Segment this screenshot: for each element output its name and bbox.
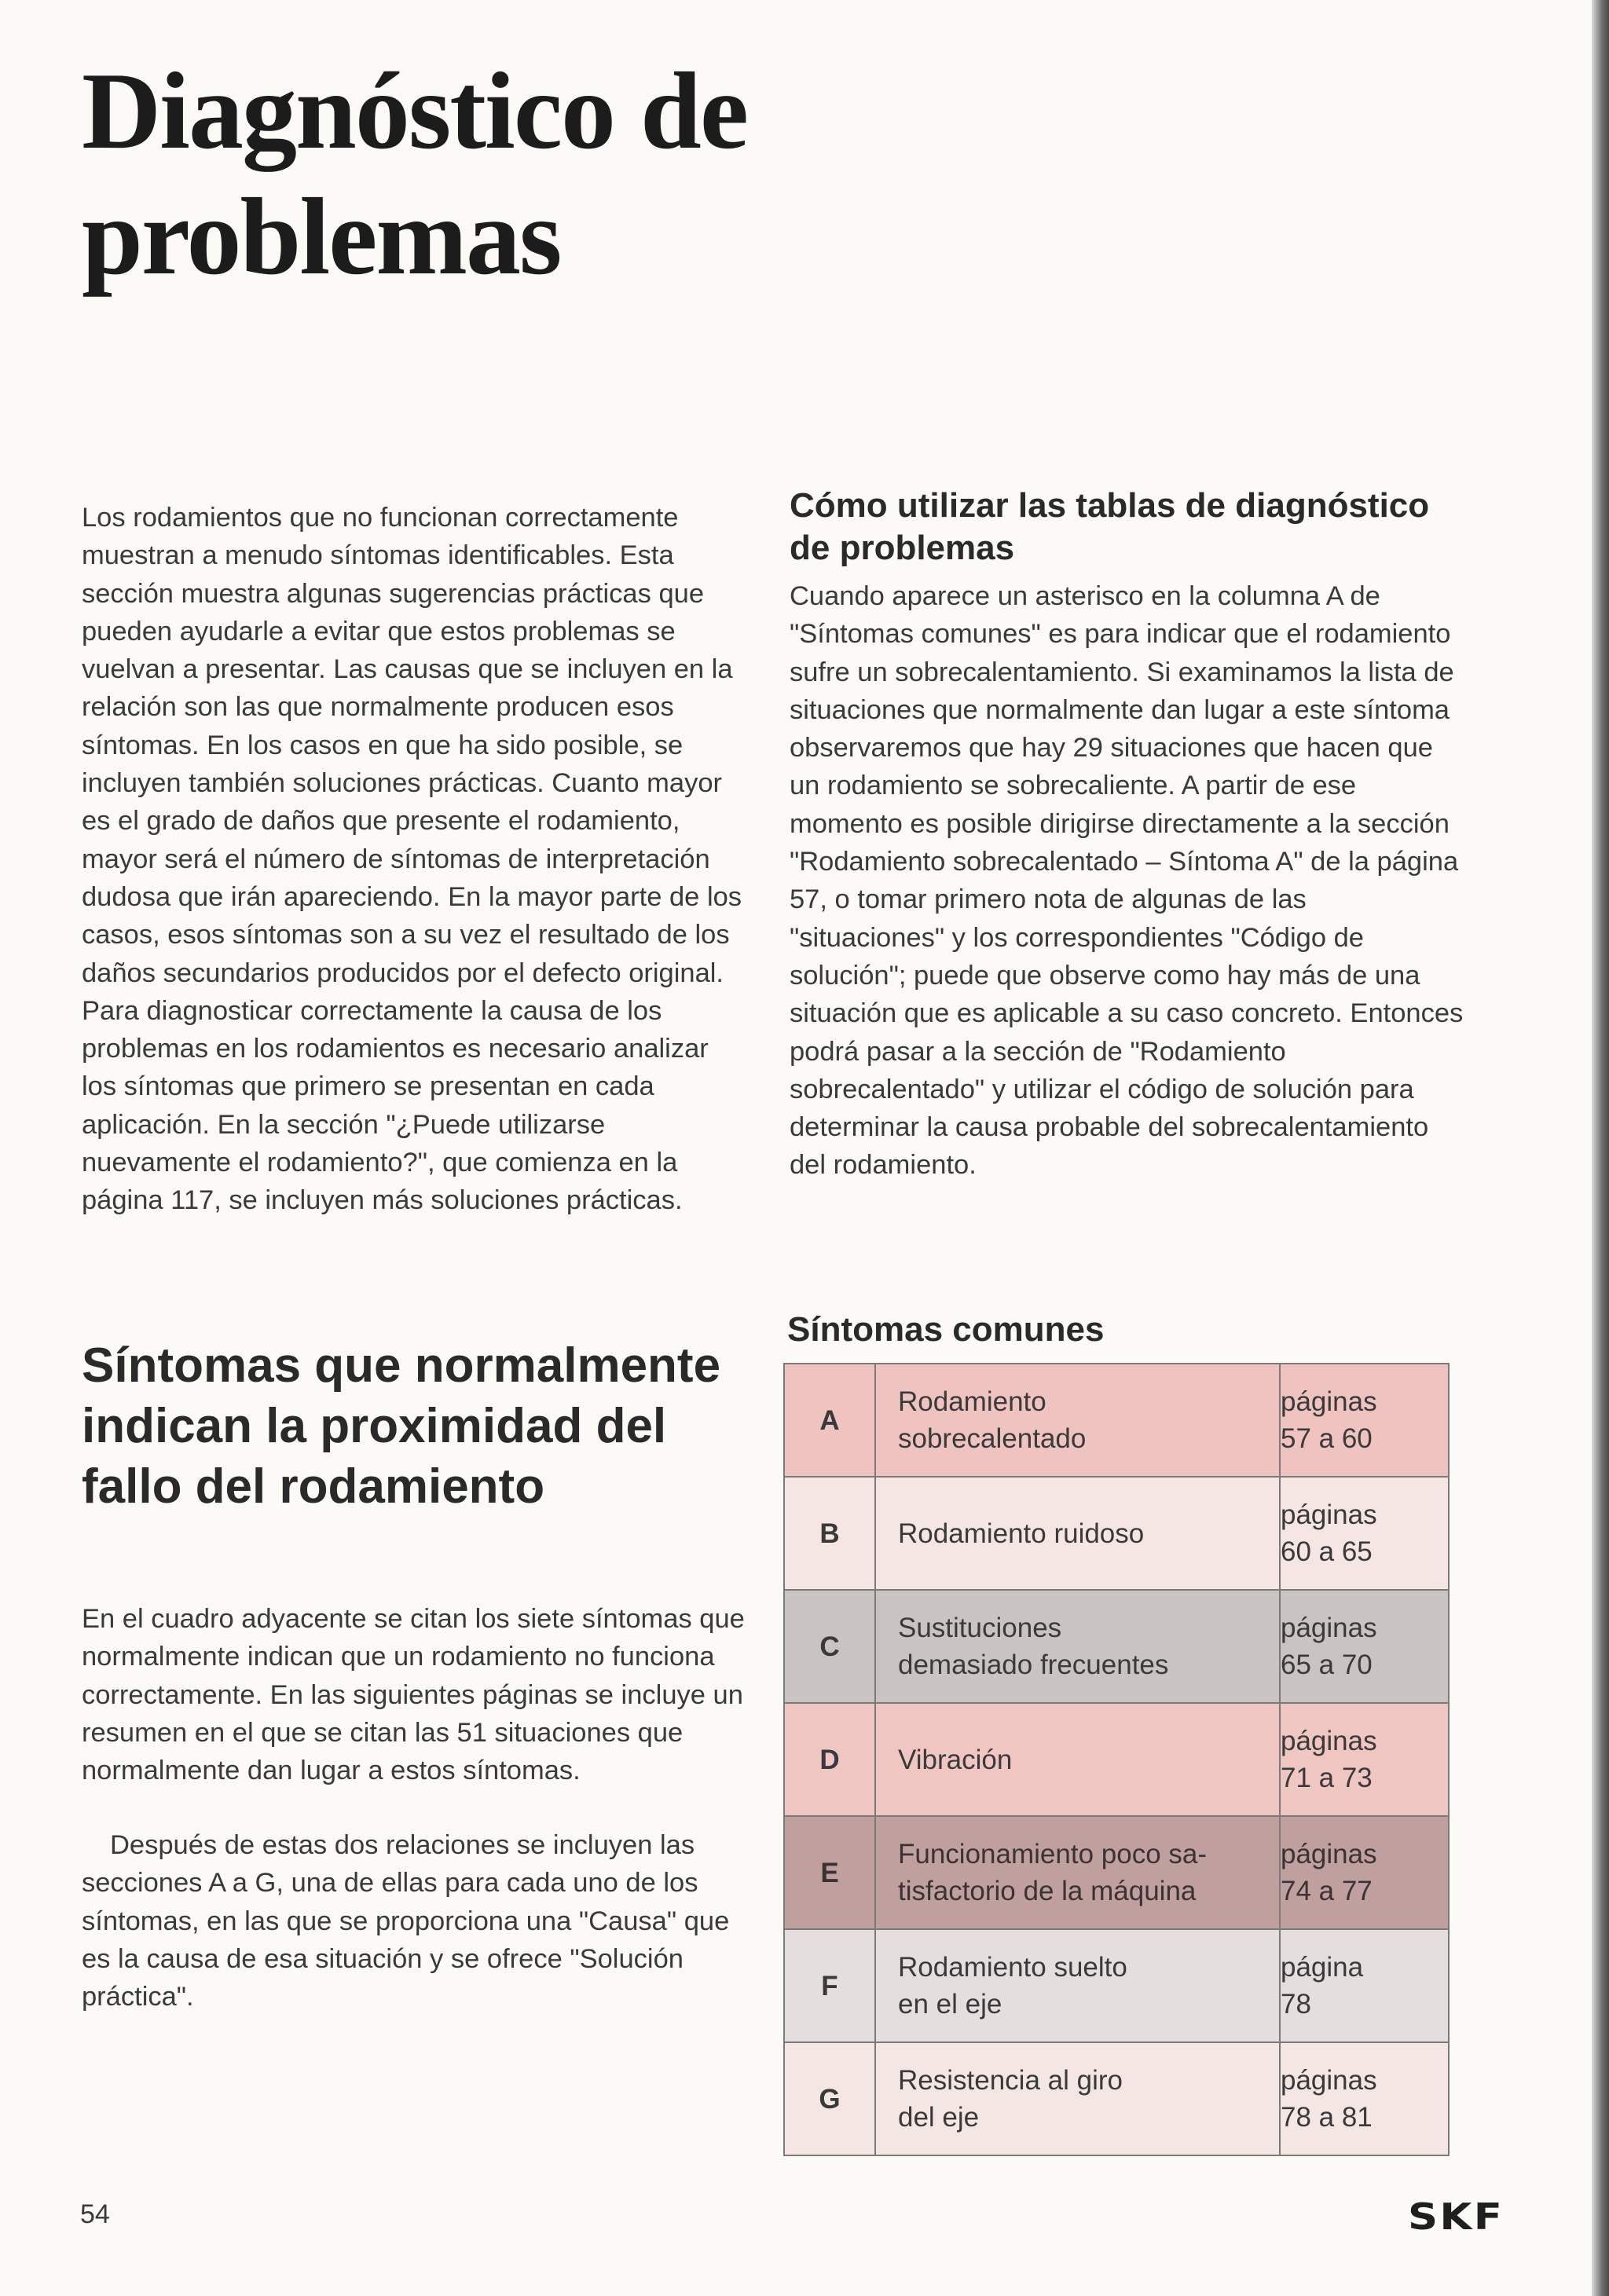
row-description-line: demasiado frecuentes xyxy=(898,1650,1169,1680)
row-description-line: Rodamiento suelto xyxy=(898,1952,1127,1983)
row-pages xyxy=(1280,1703,1449,1816)
row-letter: B xyxy=(784,1477,875,1590)
table-row xyxy=(784,1703,1449,1816)
page-title xyxy=(82,49,747,300)
row-pages-range: 65 a 70 xyxy=(1281,1650,1373,1680)
row-pages xyxy=(1280,1816,1449,1929)
howto-paragraph: Cuando aparece un asterisco en la columna A de "Síntomas comunes" es para indicar que el rodamiento sufre un sobrecalentamiento. Si examinamos la lista de situaciones que normalmente dan lugar a este síntoma observaremos que hay 29 situaciones que hacen que un rodamiento se sobrecaliente. A partir de ese momento es posible dirigirse directamente a la sección "Rodamiento sobrecalentado – Síntoma A" de la página 57, o tomar primero nota de algunas de las "situaciones" y los correspondientes "Código de solución"; puede que observe como hay más de una situación que es aplicable a su caso concreto. Entonces podrá pasar a la sección de "Rodamiento sobrecalentado" y utilizar el código de solución para determinar la causa probable del sobrecalentamiento del rodamiento. xyxy=(790,581,1464,1181)
row-description-line: tisfactorio de la máquina xyxy=(898,1876,1197,1906)
row-pages-range: 60 a 65 xyxy=(1281,1536,1373,1567)
table-row xyxy=(784,1477,1449,1590)
row-pages-range: 78 a 81 xyxy=(1281,2102,1373,2133)
row-description xyxy=(875,2042,1280,2155)
intro-paragraph: Los rodamientos que no funcionan correctamente muestran a menudo síntomas identificables. Esta sección muestra algunas sugerencias prácticas que pueden ayudarle a evitar que estos problemas se vuelvan a presentar. Las causas que se incluyen en la relación son las que normalmente producen esos síntomas. En los casos en que ha sido posible, se incluyen también soluciones prácticas. Cuanto mayor es el grado de daños que presente el rodamiento, mayor será el número de síntomas de interpretación dudosa que irán apareciendo. En la mayor parte de los casos, esos síntomas son a su vez el resultado de los daños secundarios producidos por el defecto original. Para diagnosticar correctamente la causa de los problemas en los rodamientos es necesario analizar los síntomas que primero se presentan en cada aplicación. En la sección "¿Puede utilizarse nuevamente el rodamiento?", que comienza en la página 117, se incluyen más soluciones prácticas. xyxy=(82,503,742,1216)
row-pages-range: 71 a 73 xyxy=(1281,1763,1373,1793)
row-description xyxy=(875,1816,1280,1929)
row-pages xyxy=(1280,1590,1449,1703)
table-row xyxy=(784,1590,1449,1703)
table-row xyxy=(784,2042,1449,2155)
row-pages-range: 78 xyxy=(1281,1989,1311,2020)
row-pages-label: páginas xyxy=(1281,1386,1377,1417)
row-letter: C xyxy=(784,1590,875,1703)
table-heading: Síntomas comunes xyxy=(787,1310,1105,1349)
page-edge-shadow xyxy=(1592,0,1609,2296)
row-pages xyxy=(1280,2042,1449,2155)
symptoms-heading: Síntomas que normalmente indican la proximidad del fallo del rodamiento xyxy=(82,1338,721,1514)
row-description xyxy=(875,1364,1280,1477)
row-letter: F xyxy=(784,1929,875,2042)
row-description xyxy=(875,1703,1280,1816)
row-description-line: del eje xyxy=(898,2102,980,2133)
row-description-line: Resistencia al giro xyxy=(898,2065,1123,2096)
row-description-line: Vibración xyxy=(898,1744,1013,1775)
row-pages-label: páginas xyxy=(1281,1613,1377,1643)
row-description-line: en el eje xyxy=(898,1989,1002,2020)
row-description-line: Sustituciones xyxy=(898,1613,1062,1643)
row-letter: A xyxy=(784,1364,875,1477)
row-description xyxy=(875,1929,1280,2042)
row-description xyxy=(875,1590,1280,1703)
page-number: 54 xyxy=(80,2199,110,2229)
symptoms-paragraph-1: En el cuadro adyacente se citan los siete síntomas que normalmente indican que un rodamiento no funciona correctamente. En las siguientes páginas se incluye un resumen en el que se citan las 51 situaciones que normalmente dan lugar a estos síntomas. xyxy=(82,1604,745,1786)
row-letter: E xyxy=(784,1816,875,1929)
row-pages-label: páginas xyxy=(1281,1726,1377,1756)
table-row xyxy=(784,1816,1449,1929)
table-row xyxy=(784,1364,1449,1477)
row-description xyxy=(875,1477,1280,1590)
row-pages-range: 74 a 77 xyxy=(1281,1876,1373,1906)
page-title-line-2: problemas xyxy=(82,176,561,298)
row-pages xyxy=(1280,1477,1449,1590)
row-pages-range: 57 a 60 xyxy=(1281,1423,1373,1454)
row-description-line: sobrecalentado xyxy=(898,1423,1087,1454)
row-pages-label: páginas xyxy=(1281,2065,1377,2096)
row-description-line: Rodamiento xyxy=(898,1386,1046,1417)
row-description-line: Rodamiento ruidoso xyxy=(898,1518,1145,1549)
row-pages xyxy=(1280,1929,1449,2042)
row-description-line: Funcionamiento poco sa- xyxy=(898,1839,1207,1869)
symptoms-paragraph-2: Después de estas dos relaciones se incluyen las secciones A a G, una de ellas para cada uno de los síntomas, en las que se proporciona una "Causa" que es la causa de esa situación y se ofrece "Solución práctica". xyxy=(82,1830,730,2012)
row-pages xyxy=(1280,1364,1449,1477)
row-pages-label: páginas xyxy=(1281,1500,1377,1530)
skf-logo: SKF xyxy=(1408,2195,1505,2238)
page-title-line-1: Diagnóstico de xyxy=(82,50,747,172)
row-pages-label: página xyxy=(1281,1952,1364,1983)
table-row xyxy=(784,1929,1449,2042)
symptoms-table xyxy=(783,1363,1450,2156)
howto-heading: Cómo utilizar las tablas de diagnóstico de problemas xyxy=(790,486,1430,567)
row-letter: G xyxy=(784,2042,875,2155)
row-pages-label: páginas xyxy=(1281,1839,1377,1869)
row-letter: D xyxy=(784,1703,875,1816)
